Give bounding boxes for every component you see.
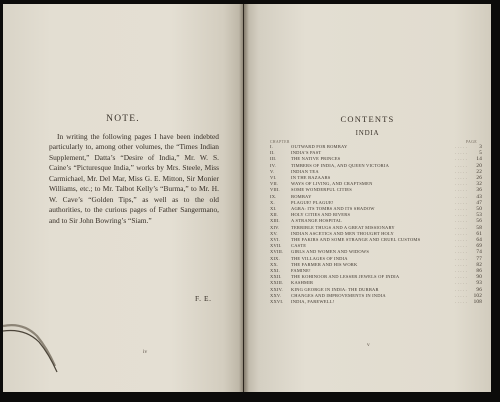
toc-leader-dots: . . . . . — [455, 249, 467, 255]
toc-leader-dots: . . . . . — [455, 206, 467, 212]
contents-heading: CONTENTS — [340, 114, 395, 124]
toc-page-number: 58 — [476, 224, 482, 231]
toc-chapter-number: XXIV. — [270, 286, 283, 292]
toc-chapter-title: CHANGES AND IMPROVEMENTS IN INDIA — [291, 292, 386, 298]
open-book — [3, 4, 491, 392]
toc-chapter-number: VI. — [270, 175, 277, 181]
toc-page-number: 14 — [476, 156, 482, 163]
toc-leader-dots: . . . . . — [455, 274, 467, 280]
toc-chapter-number: XX. — [270, 261, 279, 267]
page-column-label: PAGE — [466, 140, 478, 144]
toc-chapter-title: OUTWARD FOR BOMBAY — [291, 144, 348, 149]
toc-leader-dots: . . . . . — [455, 162, 467, 168]
toc-page-number: 93 — [476, 280, 482, 287]
toc-page-number: 74 — [476, 249, 482, 256]
toc-leader-dots: . . . . . — [455, 280, 467, 286]
toc-page-number: 22 — [476, 168, 482, 175]
toc-chapter-number: V. — [270, 168, 275, 174]
toc-page-number: 3 — [479, 144, 482, 150]
toc-chapter-title: TERRIBLE THUGS AND A GREAT MISSIONARY — [291, 224, 395, 230]
toc-chapter-title: THE KOHINOOR AND LESSER JEWELS OF INDIA — [291, 274, 400, 280]
toc-leader-dots: . . . . . — [455, 144, 467, 149]
toc-leader-dots: . . . . . — [455, 292, 467, 298]
toc-chapter-title: GIRLS AND WOMEN AND WIDOWS — [291, 249, 370, 255]
toc-chapter-title: INDIA, FAREWELL! — [291, 299, 335, 305]
toc-chapter-number: XVII. — [270, 243, 282, 249]
toc-page-number: 26 — [476, 175, 482, 182]
toc-leader-dots: . . . . . — [455, 218, 467, 224]
toc-chapter-title: INDIAN TEA — [291, 168, 319, 174]
toc-chapter-number: XII. — [270, 212, 279, 218]
toc-chapter-number: XI. — [270, 206, 277, 212]
toc-chapter-number: I. — [270, 144, 274, 149]
toc-page-number: 64 — [476, 237, 482, 244]
toc-chapter-number: X. — [270, 199, 275, 205]
toc-chapter-number: XVIII. — [270, 249, 284, 255]
toc-chapter-number: IV. — [270, 162, 276, 168]
toc-leader-dots: . . . . . — [455, 224, 467, 230]
toc-page-number: 90 — [476, 274, 482, 281]
toc-page-number: 50 — [476, 206, 482, 213]
toc-chapter-number: VIII. — [270, 187, 280, 193]
toc-chapter-title: THE FAKIRS AND SOME STRANGE AND CRUEL CUSTOMS — [291, 237, 421, 243]
toc-chapter-number: XXII. — [270, 274, 282, 280]
toc-chapter-title: CASTE — [291, 243, 307, 249]
toc-page-number: 61 — [476, 230, 482, 237]
toc-chapter-number: XXV. — [270, 292, 282, 298]
note-signature: F. E. — [195, 294, 212, 303]
toc-leader-dots: . . . . . — [455, 187, 467, 193]
toc-chapter-number: IX. — [270, 193, 277, 199]
chapter-column-label: CHAPTER — [270, 140, 290, 144]
toc-page-number: 96 — [476, 286, 482, 293]
toc-leader-dots: . . . . . — [455, 286, 467, 292]
toc-entry — [270, 299, 482, 305]
toc-chapter-number: XXVI. — [270, 299, 284, 305]
contents-list — [270, 144, 482, 305]
toc-page-number: 20 — [476, 162, 482, 169]
toc-page-number: 82 — [476, 261, 482, 268]
toc-chapter-title: THE FARMER AND HIS WORK — [291, 261, 358, 267]
toc-chapter-number: XIX. — [270, 255, 280, 261]
toc-chapter-title: THE NATIVE PRINCES — [291, 156, 341, 162]
bookmark-ribbon — [3, 322, 63, 382]
book-gutter — [239, 4, 249, 392]
toc-page-number: 69 — [476, 243, 482, 250]
toc-page-number: 32 — [476, 181, 482, 188]
toc-page-number: 36 — [476, 187, 482, 194]
toc-chapter-title: FAMINE! — [291, 268, 311, 274]
toc-leader-dots: . . . . . — [455, 193, 467, 199]
toc-leader-dots: . . . . . — [455, 255, 467, 261]
toc-page-number: 43 — [476, 193, 482, 200]
left-page-number: iv — [143, 349, 148, 355]
toc-page-number: 5 — [479, 150, 482, 157]
toc-chapter-number: XIII. — [270, 218, 280, 224]
toc-leader-dots: . . . . . — [455, 199, 467, 205]
toc-chapter-title: IN THE BAZAARS — [291, 175, 331, 181]
toc-leader-dots: . . . . . — [455, 237, 467, 243]
left-page — [3, 4, 243, 392]
toc-page-number: 86 — [476, 268, 482, 275]
toc-leader-dots: . . . . . — [455, 156, 467, 162]
toc-leader-dots: . . . . . — [455, 175, 467, 181]
toc-leader-dots: . . . . . — [455, 230, 467, 236]
toc-leader-dots: . . . . . — [455, 261, 467, 267]
right-page-number: v — [367, 342, 370, 348]
toc-chapter-title: HOLY CITIES AND RIVERS — [291, 212, 351, 218]
toc-page-number: 102 — [473, 292, 482, 299]
toc-page-number: 53 — [476, 212, 482, 219]
toc-leader-dots: . . . . . — [455, 268, 467, 274]
toc-chapter-number: XIV. — [270, 224, 280, 230]
toc-chapter-number: II. — [270, 150, 275, 156]
toc-page-number: 47 — [476, 199, 482, 206]
toc-chapter-title: THE VILLAGES OF INDIA — [291, 255, 348, 261]
toc-chapter-title: KASHMIR — [291, 280, 314, 286]
toc-chapter-number: XVI. — [270, 237, 280, 243]
toc-page-number: 56 — [476, 218, 482, 225]
note-heading: NOTE. — [106, 114, 140, 124]
toc-chapter-title: KING GEORGE IN INDIA: THE DURBAR — [291, 286, 379, 292]
toc-chapter-title: TIMBERS OF INDIA, AND QUEEN VICTORIA — [291, 162, 390, 168]
toc-leader-dots: . . . . . — [455, 168, 467, 174]
toc-leader-dots: . . . . . — [455, 212, 467, 218]
toc-leader-dots: . . . . . — [455, 243, 467, 249]
toc-leader-dots: . . . . . — [455, 181, 467, 187]
toc-chapter-title: BOMBAY — [291, 193, 312, 199]
note-body: In writing the following pages I have been indebted particularly to, among other volumes, the “Times Indian Supplement,” Datta’s “Desire of India,” Mr. W. S. Caine’s “Picturesque India,” works by Mrs. Steele, Miss Carmichael, Mr. Del Mar, Miss G. E. Mitton, Sir Monier Williams, etc.; to Mr. Talbot Kelly’s “Burma,” to Mr. H. W. Cave’s “Golden Tips,” as well as to the old authorities, to the curious pages of Father Sangermano, and to Sir John Bowring’s “Siam.” — [49, 132, 219, 225]
toc-chapter-number: III. — [270, 156, 277, 162]
toc-chapter-title: A STRANGE HOSPITAL — [291, 218, 342, 224]
toc-leader-dots: . . . . . — [455, 150, 467, 156]
toc-chapter-title: SOME WONDERFUL CITIES — [291, 187, 352, 193]
toc-chapter-number: XXIII. — [270, 280, 284, 286]
toc-page-number: 108 — [473, 299, 482, 306]
toc-chapter-number: VII. — [270, 181, 279, 187]
toc-chapter-title: PLAGUE! PLAGUE! — [291, 199, 334, 205]
right-page — [244, 4, 491, 392]
toc-chapter-title: WAYS OF LIVING, AND CRAFTSMEN — [291, 181, 373, 187]
toc-leader-dots: . . . . . — [455, 299, 467, 305]
toc-chapter-title: AGRA: ITS TOMBS AND ITS SHADOW — [291, 206, 375, 212]
toc-page-number: 77 — [476, 255, 482, 262]
toc-chapter-title: INDIA’S PAST — [291, 150, 322, 156]
contents-section-title: INDIA — [355, 129, 380, 137]
toc-chapter-number: XXI. — [270, 268, 280, 274]
toc-chapter-number: XV. — [270, 230, 278, 236]
toc-chapter-title: INDIAN ASCETICS AND MEN THOUGHT HOLY — [291, 230, 394, 236]
